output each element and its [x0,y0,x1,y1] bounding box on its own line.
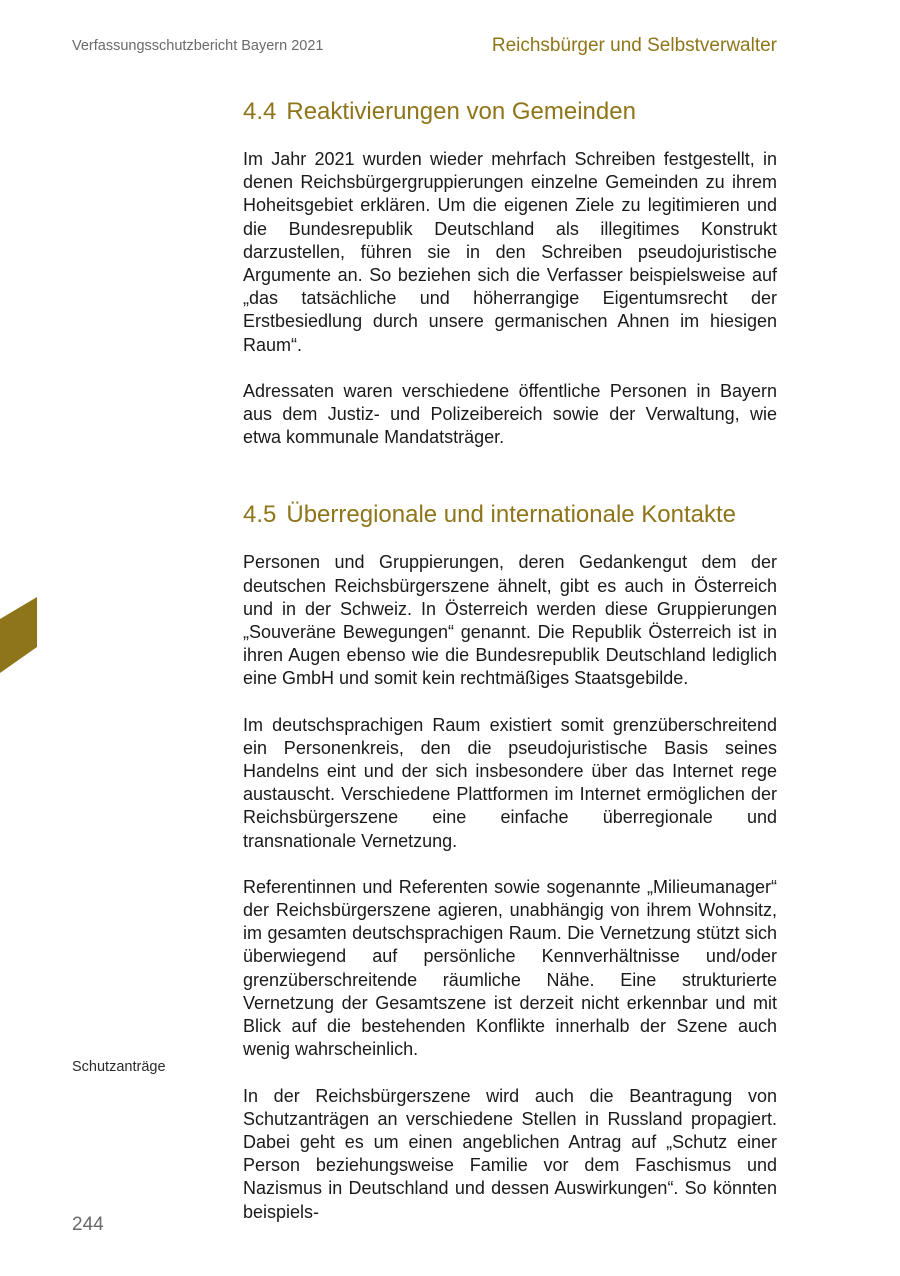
paragraph: Referentinnen und Referenten sowie sogenannte „Milieumanager“ der Reichsbürgerszene agieren, unabhängig von ihrem Wohnsitz, im gesamten deutschsprachigen Raum. Die Vernetzung stützt sich überwiegend auf persönliche Kennverhältnisse und/oder grenzüberschreitende räumliche Nähe. Eine strukturierte Vernetzung der Gesamtszene ist derzeit nicht erkennbar und mit Blick auf die bestehenden Konflikte innerhalb der Szene auch wenig wahrscheinlich. [243,876,777,1060]
section-title: Reaktivierungen von Gemeinden [286,98,636,125]
paragraph: In der Reichsbürgerszene wird auch die Beantragung von Schutzanträgen an verschiedene Stellen in Russland propagiert. Dabei geht es um einen angeblichen Antrag auf „Schutz einer Person beziehungsweise Familie vor dem Faschismus und Nazismus in Deutschland und dessen Auswirkungen“. So könnten beispiels- [243,1085,777,1222]
paragraph: Personen und Gruppierungen, deren Gedankengut dem der deutschen Reichsbürgerszene ähnelt, gibt es auch in Österreich und in der Schweiz. In Österreich werden diese Gruppierungen „Souveräne Bewegungen“ genannt. Die Republik Österreich ist in ihren Augen ebenso wie die Bundesrepublik Deutschland lediglich eine GmbH und somit kein rechtmäßiges Staatsgebilde. [243,552,777,689]
section-title: Überregionale und internationale Kontakte [286,501,737,529]
section-heading-4-5 [243,499,777,531]
paragraph: Im Jahr 2021 wurden wieder mehrfach Schreiben festgestellt, in denen Reichsbürgergruppierungen einzelne Gemeinden zu ihrem Hoheitsgebiet erklären. Um die eigenen Ziele zu legitimieren und die Bundesrepublik Deutschland als illegitimes Konstrukt darzustellen, führen sie in den Schreiben pseudojuristische Argumente an. So beziehen sich die Verfasser beispielsweise auf „das tatsächliche und höherrangige Eigentumsrecht der Erstbesiedlung durch unsere germanischen Ahnen im hiesigen Raum“. [243,149,777,355]
chapter-marker-tab [0,597,37,673]
paragraph: Adressaten waren verschiedene öffentliche Personen in Bayern aus dem Justiz- und Polizeibereich sowie der Verwaltung, wie etwa kommunale Mandatsträger. [243,380,777,448]
page-number: 244 [72,1214,104,1235]
margin-label-schutzantraege: Schutzanträge [72,1059,166,1075]
section-number: 4.5 [243,501,277,529]
main-content [243,96,777,1224]
running-header-left: Verfassungsschutzbericht Bayern 2021 [72,38,324,54]
section-number: 4.4 [243,98,277,125]
running-header-right: Reichsbürger und Selbstverwalter [491,35,777,56]
paragraph: Im deutschsprachigen Raum existiert somit grenzüberschreitend ein Personenkreis, den die pseudojuristische Basis seines Handelns eint und der sich insbesondere über das Internet rege austauscht. Verschiedene Plattformen im Internet ermöglichen der Reichsbürgerszene eine einfache überregionale und transnationale Vernetzung. [243,714,777,851]
section-heading-4-4 [243,96,777,128]
